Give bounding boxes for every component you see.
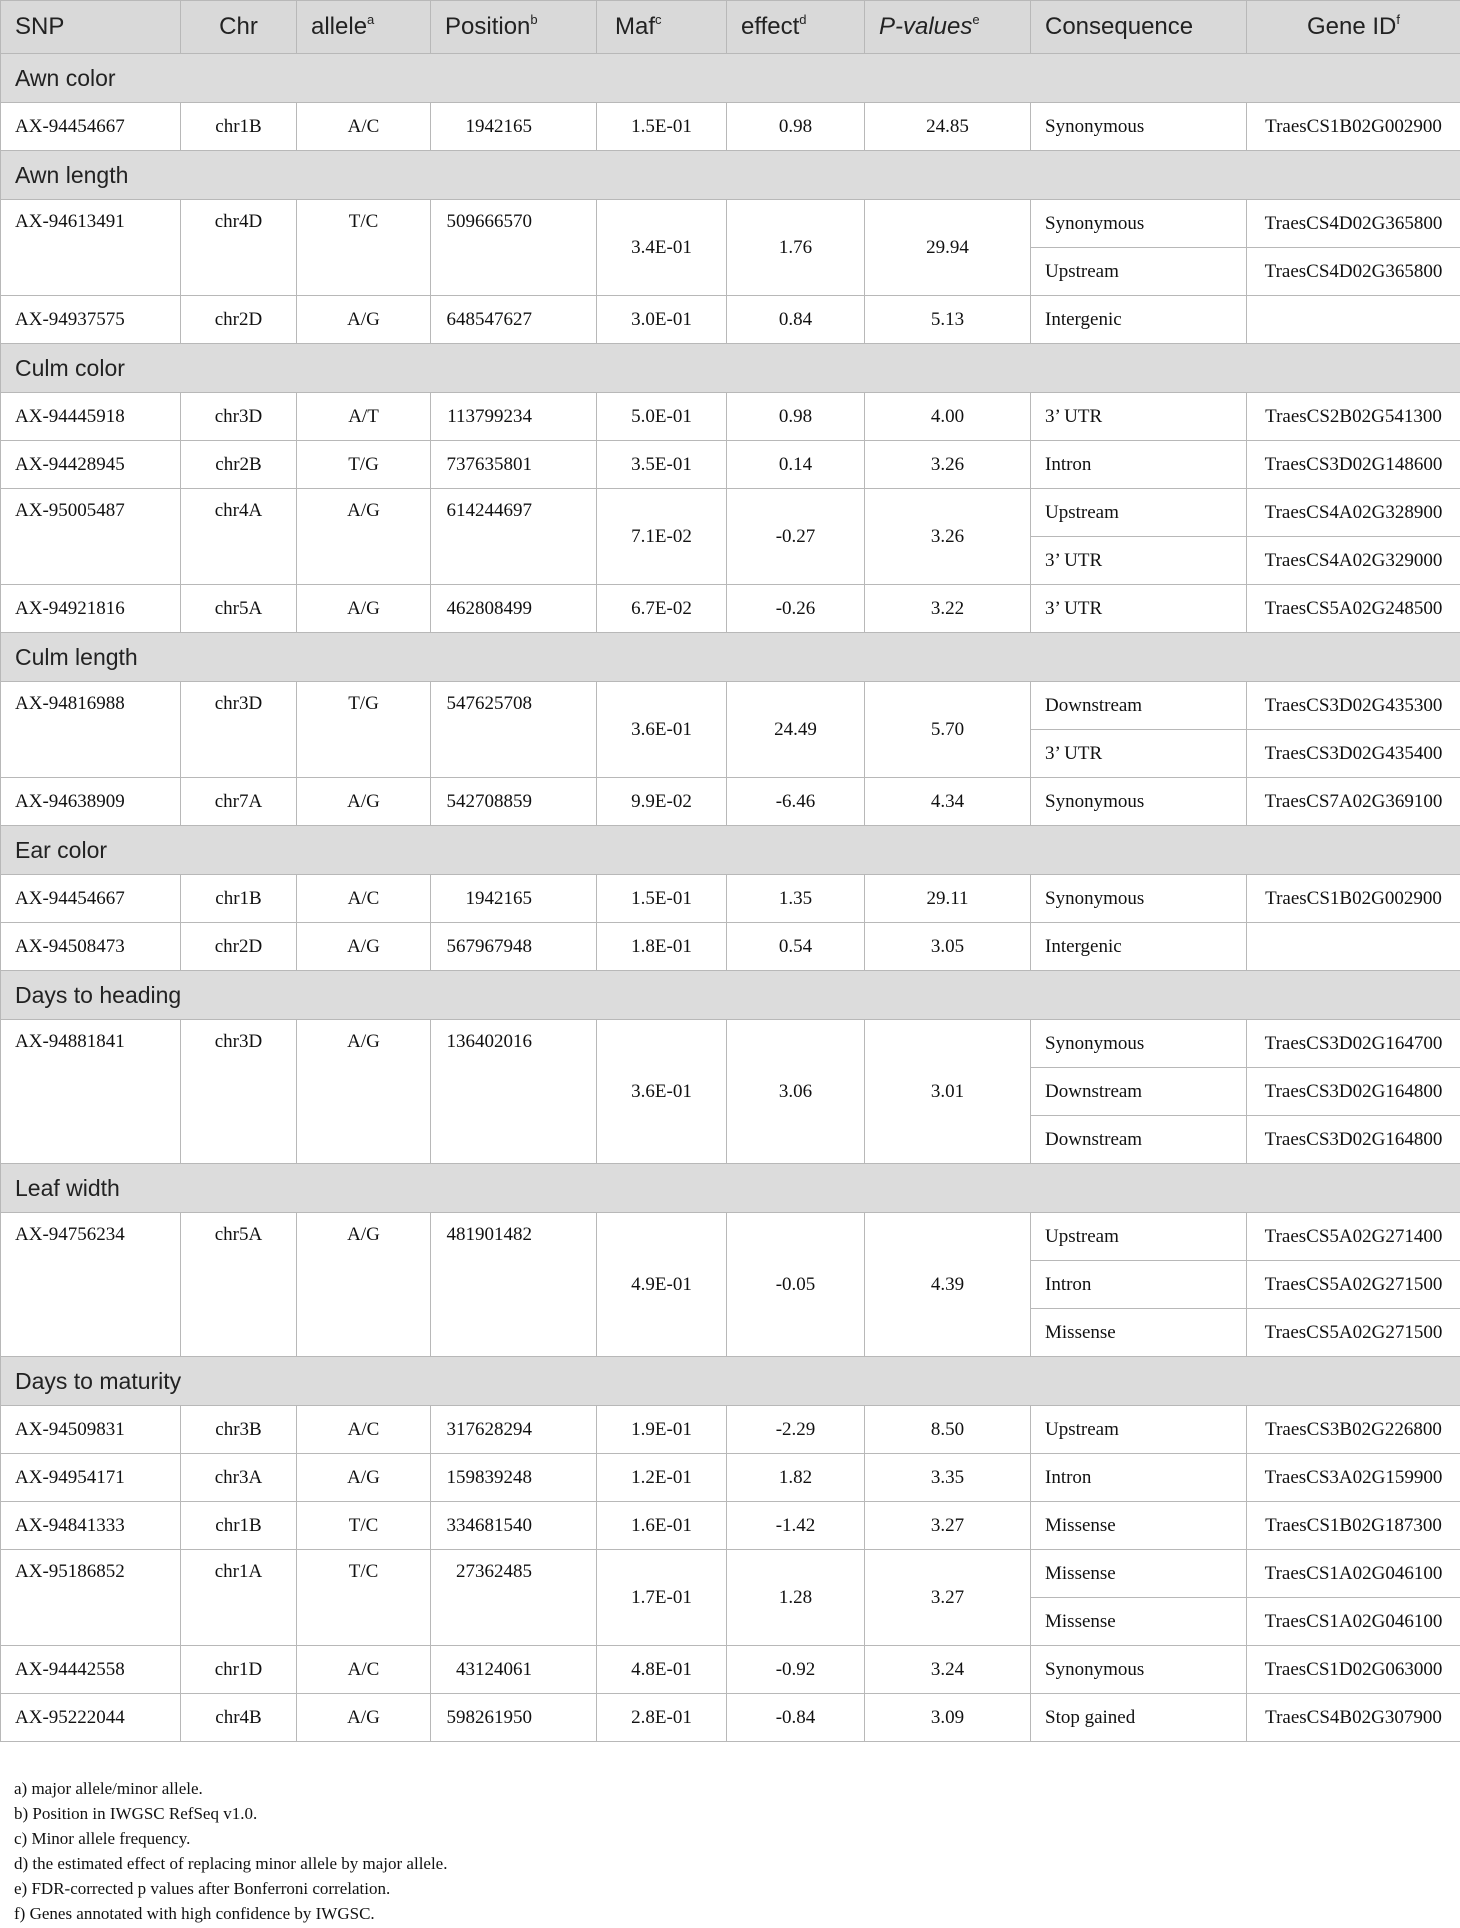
footnote: b) Position in IWGSC RefSeq v1.0. (14, 1804, 258, 1823)
cell-effect: 0.14 (727, 441, 865, 489)
cell-consequence: Intergenic (1031, 296, 1247, 344)
cell-pvalue: 3.01 (865, 1020, 1031, 1164)
cell-allele: A/G (297, 296, 431, 344)
cell-snp: AX-94841333 (1, 1502, 181, 1550)
cell-maf: 1.6E-01 (597, 1502, 727, 1550)
cell-chr: chr2D (181, 296, 297, 344)
cell-consequence: Downstream (1031, 682, 1247, 730)
cell-consequence: Intron (1031, 1454, 1247, 1502)
table-row (1, 103, 1460, 151)
cell-gene-id: TraesCS5A02G271500 (1247, 1261, 1460, 1309)
cell-allele: T/C (297, 200, 431, 296)
cell-gene-id: TraesCS4A02G328900 (1247, 489, 1460, 537)
cell-maf: 3.6E-01 (597, 1020, 727, 1164)
cell-gene-id: TraesCS3D02G148600 (1247, 441, 1460, 489)
cell-allele: T/C (297, 1502, 431, 1550)
table-row (1, 1406, 1460, 1454)
cell-position: 27362485 (431, 1550, 597, 1646)
cell-chr: chr4D (181, 200, 297, 296)
cell-effect: -0.26 (727, 585, 865, 633)
cell-gene-id: TraesCS4D02G365800 (1247, 200, 1460, 248)
table-footnotes (14, 1776, 447, 1926)
cell-snp: AX-94454667 (1, 103, 181, 151)
cell-consequence: Synonymous (1031, 103, 1247, 151)
cell-consequence: Synonymous (1031, 1020, 1247, 1068)
cell-allele: A/G (297, 1020, 431, 1164)
cell-gene-id: TraesCS7A02G369100 (1247, 778, 1460, 826)
table-row (1, 296, 1460, 344)
table-row (1, 1694, 1460, 1742)
cell-maf: 3.5E-01 (597, 441, 727, 489)
cell-pvalue: 3.35 (865, 1454, 1031, 1502)
cell-pvalue: 4.34 (865, 778, 1031, 826)
header-pvalues: P-values$^e$ (865, 1, 1031, 54)
cell-consequence: Upstream (1031, 1406, 1247, 1454)
cell-effect: -0.84 (727, 1694, 865, 1742)
table-row (1, 923, 1460, 971)
cell-position: 1942165 (431, 103, 597, 151)
cell-position: 567967948 (431, 923, 597, 971)
cell-maf: 1.5E-01 (597, 103, 727, 151)
cell-effect: -0.05 (727, 1213, 865, 1357)
cell-maf: 1.7E-01 (597, 1550, 727, 1646)
cell-position: 317628294 (431, 1406, 597, 1454)
cell-snp: AX-94638909 (1, 778, 181, 826)
cell-snp: AX-94881841 (1, 1020, 181, 1164)
table-row (1, 200, 1460, 248)
header-gene-id: Gene $ID^f$ (1247, 1, 1460, 54)
cell-consequence: Upstream (1031, 248, 1247, 296)
group-title: Days to maturity (1, 1357, 1460, 1406)
cell-effect: -0.92 (727, 1646, 865, 1694)
cell-maf: 7.1E-02 (597, 489, 727, 585)
cell-gene-id: TraesCS3D02G164700 (1247, 1020, 1460, 1068)
group-row-awn-color (1, 54, 1460, 103)
cell-pvalue: 3.26 (865, 441, 1031, 489)
cell-effect: -2.29 (727, 1406, 865, 1454)
cell-position: 462808499 (431, 585, 597, 633)
table-header-row (1, 1, 1460, 54)
cell-consequence: Missense (1031, 1550, 1247, 1598)
cell-consequence: Synonymous (1031, 1646, 1247, 1694)
cell-consequence: Upstream (1031, 1213, 1247, 1261)
cell-gene-id: TraesCS5A02G271500 (1247, 1309, 1460, 1357)
cell-position: 542708859 (431, 778, 597, 826)
cell-consequence: Missense (1031, 1502, 1247, 1550)
cell-pvalue: 29.11 (865, 875, 1031, 923)
footnote: f) Genes annotated with high confidence by IWGSC. (14, 1904, 375, 1923)
cell-gene-id: TraesCS1B02G187300 (1247, 1502, 1460, 1550)
header-maf: Maf$^c$ (597, 1, 727, 54)
cell-maf: 3.0E-01 (597, 296, 727, 344)
cell-consequence: 3’ UTR (1031, 393, 1247, 441)
group-title: Awn color (1, 54, 1460, 103)
cell-consequence: Synonymous (1031, 875, 1247, 923)
cell-maf: 2.8E-01 (597, 1694, 727, 1742)
cell-pvalue: 3.09 (865, 1694, 1031, 1742)
cell-chr: chr7A (181, 778, 297, 826)
cell-consequence: Missense (1031, 1598, 1247, 1646)
cell-snp: AX-94613491 (1, 200, 181, 296)
cell-position: 648547627 (431, 296, 597, 344)
group-row-ear-color (1, 826, 1460, 875)
cell-pvalue: 3.27 (865, 1502, 1031, 1550)
cell-allele: A/G (297, 585, 431, 633)
cell-chr: chr5A (181, 1213, 297, 1357)
cell-position: 136402016 (431, 1020, 597, 1164)
cell-allele: T/G (297, 441, 431, 489)
table-row (1, 489, 1460, 537)
group-title: Days to heading (1, 971, 1460, 1020)
footnote: e) FDR-corrected p values after Bonferroni correlation. (14, 1879, 391, 1898)
cell-effect: 24.49 (727, 682, 865, 778)
cell-gene-id (1247, 923, 1460, 971)
cell-consequence: 3’ UTR (1031, 730, 1247, 778)
cell-position: 43124061 (431, 1646, 597, 1694)
cell-gene-id: TraesCS5A02G271400 (1247, 1213, 1460, 1261)
group-row-culm-color (1, 344, 1460, 393)
cell-snp: AX-94756234 (1, 1213, 181, 1357)
cell-allele: T/G (297, 682, 431, 778)
footnote: d) the estimated effect of replacing minor allele by major allele. (14, 1854, 448, 1873)
cell-maf: 3.4E-01 (597, 200, 727, 296)
cell-effect: 1.76 (727, 200, 865, 296)
cell-gene-id: TraesCS3A02G159900 (1247, 1454, 1460, 1502)
cell-effect: 0.54 (727, 923, 865, 971)
table-row (1, 1646, 1460, 1694)
cell-effect: 0.98 (727, 103, 865, 151)
cell-chr: chr2D (181, 923, 297, 971)
cell-maf: 5.0E-01 (597, 393, 727, 441)
cell-chr: chr3B (181, 1406, 297, 1454)
cell-maf: 6.7E-02 (597, 585, 727, 633)
cell-gene-id: TraesCS5A02G248500 (1247, 585, 1460, 633)
cell-allele: A/G (297, 778, 431, 826)
cell-chr: chr2B (181, 441, 297, 489)
cell-pvalue: 4.00 (865, 393, 1031, 441)
cell-snp: AX-94508473 (1, 923, 181, 971)
header-chr: Chr (181, 1, 297, 54)
group-row-leaf-width (1, 1164, 1460, 1213)
table-row (1, 875, 1460, 923)
cell-chr: chr3A (181, 1454, 297, 1502)
table-row (1, 393, 1460, 441)
cell-position: 547625708 (431, 682, 597, 778)
cell-consequence: Stop gained (1031, 1694, 1247, 1742)
cell-effect: 0.84 (727, 296, 865, 344)
cell-gene-id: TraesCS3D02G164800 (1247, 1116, 1460, 1164)
cell-maf: 4.8E-01 (597, 1646, 727, 1694)
cell-snp: AX-94954171 (1, 1454, 181, 1502)
cell-pvalue: 3.05 (865, 923, 1031, 971)
cell-pvalue: 5.70 (865, 682, 1031, 778)
cell-gene-id: TraesCS1B02G002900 (1247, 103, 1460, 151)
cell-allele: A/G (297, 1213, 431, 1357)
cell-gene-id: TraesCS3D02G435400 (1247, 730, 1460, 778)
cell-position: 737635801 (431, 441, 597, 489)
cell-gene-id: TraesCS1A02G046100 (1247, 1550, 1460, 1598)
cell-maf: 1.2E-01 (597, 1454, 727, 1502)
group-row-days-to-maturity (1, 1357, 1460, 1406)
cell-maf: 1.5E-01 (597, 875, 727, 923)
cell-pvalue: 3.26 (865, 489, 1031, 585)
cell-consequence: Synonymous (1031, 778, 1247, 826)
footnote: a) major allele/minor allele. (14, 1779, 203, 1798)
cell-pvalue: 3.24 (865, 1646, 1031, 1694)
cell-gene-id: TraesCS3B02G226800 (1247, 1406, 1460, 1454)
header-consequence: Consequence (1031, 1, 1247, 54)
table-row (1, 1550, 1460, 1598)
cell-effect: 1.35 (727, 875, 865, 923)
cell-chr: chr4A (181, 489, 297, 585)
cell-chr: chr3D (181, 1020, 297, 1164)
cell-consequence: Intergenic (1031, 923, 1247, 971)
cell-pvalue: 4.39 (865, 1213, 1031, 1357)
cell-gene-id: TraesCS1B02G002900 (1247, 875, 1460, 923)
cell-snp: AX-94445918 (1, 393, 181, 441)
cell-maf: 1.8E-01 (597, 923, 727, 971)
cell-chr: chr3D (181, 393, 297, 441)
group-title: Leaf width (1, 1164, 1460, 1213)
table-row (1, 682, 1460, 730)
cell-pvalue: 8.50 (865, 1406, 1031, 1454)
cell-position: 1942165 (431, 875, 597, 923)
table-row (1, 441, 1460, 489)
cell-position: 159839248 (431, 1454, 597, 1502)
group-title: Ear color (1, 826, 1460, 875)
cell-snp: AX-94428945 (1, 441, 181, 489)
cell-snp: AX-95005487 (1, 489, 181, 585)
cell-snp: AX-94937575 (1, 296, 181, 344)
cell-chr: chr1A (181, 1550, 297, 1646)
cell-allele: A/G (297, 923, 431, 971)
cell-chr: chr1D (181, 1646, 297, 1694)
cell-gene-id: TraesCS3D02G164800 (1247, 1068, 1460, 1116)
cell-gene-id: TraesCS4B02G307900 (1247, 1694, 1460, 1742)
group-title: Culm color (1, 344, 1460, 393)
cell-allele: A/G (297, 1454, 431, 1502)
header-position: Position$^b$ (431, 1, 597, 54)
cell-gene-id: TraesCS1A02G046100 (1247, 1598, 1460, 1646)
cell-allele: A/G (297, 1694, 431, 1742)
cell-effect: -6.46 (727, 778, 865, 826)
cell-snp: AX-94454667 (1, 875, 181, 923)
cell-consequence: Synonymous (1031, 200, 1247, 248)
group-row-days-to-heading (1, 971, 1460, 1020)
table-row (1, 1502, 1460, 1550)
cell-effect: 0.98 (727, 393, 865, 441)
cell-effect: -1.42 (727, 1502, 865, 1550)
cell-chr: chr1B (181, 875, 297, 923)
cell-position: 614244697 (431, 489, 597, 585)
cell-gene-id: TraesCS3D02G435300 (1247, 682, 1460, 730)
cell-position: 598261950 (431, 1694, 597, 1742)
cell-pvalue: 24.85 (865, 103, 1031, 151)
cell-effect: 3.06 (727, 1020, 865, 1164)
header-snp: SNP (1, 1, 181, 54)
cell-consequence: Downstream (1031, 1068, 1247, 1116)
cell-allele: T/C (297, 1550, 431, 1646)
group-title: Culm length (1, 633, 1460, 682)
cell-snp: AX-94509831 (1, 1406, 181, 1454)
table-row (1, 585, 1460, 633)
cell-snp: AX-95222044 (1, 1694, 181, 1742)
cell-allele: A/T (297, 393, 431, 441)
cell-chr: chr1B (181, 1502, 297, 1550)
cell-consequence: Intron (1031, 1261, 1247, 1309)
cell-allele: A/C (297, 875, 431, 923)
cell-allele: A/C (297, 1406, 431, 1454)
cell-position: 334681540 (431, 1502, 597, 1550)
cell-allele: A/C (297, 1646, 431, 1694)
header-allele: allele$^a$ (297, 1, 431, 54)
cell-consequence: Intron (1031, 441, 1247, 489)
cell-gene-id: TraesCS4D02G365800 (1247, 248, 1460, 296)
cell-pvalue: 3.22 (865, 585, 1031, 633)
cell-pvalue: 3.27 (865, 1550, 1031, 1646)
cell-chr: chr3D (181, 682, 297, 778)
table-row (1, 778, 1460, 826)
group-row-awn-length (1, 151, 1460, 200)
table-row (1, 1213, 1460, 1261)
cell-position: 509666570 (431, 200, 597, 296)
cell-maf: 1.9E-01 (597, 1406, 727, 1454)
cell-position: 113799234 (431, 393, 597, 441)
cell-chr: chr1B (181, 103, 297, 151)
group-row-culm-length (1, 633, 1460, 682)
cell-pvalue: 29.94 (865, 200, 1031, 296)
cell-gene-id: TraesCS2B02G541300 (1247, 393, 1460, 441)
cell-gene-id: TraesCS4A02G329000 (1247, 537, 1460, 585)
cell-allele: A/G (297, 489, 431, 585)
footnote: c) Minor allele frequency. (14, 1829, 191, 1848)
cell-effect: 1.28 (727, 1550, 865, 1646)
cell-effect: 1.82 (727, 1454, 865, 1502)
cell-consequence: Upstream (1031, 489, 1247, 537)
table-row (1, 1020, 1460, 1068)
cell-allele: A/C (297, 103, 431, 151)
cell-effect: -0.27 (727, 489, 865, 585)
cell-maf: 4.9E-01 (597, 1213, 727, 1357)
cell-maf: 3.6E-01 (597, 682, 727, 778)
cell-gene-id (1247, 296, 1460, 344)
header-effect: effect$^d$ (727, 1, 865, 54)
cell-snp: AX-95186852 (1, 1550, 181, 1646)
cell-snp: AX-94816988 (1, 682, 181, 778)
cell-maf: 9.9E-02 (597, 778, 727, 826)
group-title: Awn length (1, 151, 1460, 200)
cell-chr: chr5A (181, 585, 297, 633)
cell-position: 481901482 (431, 1213, 597, 1357)
cell-consequence: 3’ UTR (1031, 537, 1247, 585)
table-row (1, 1454, 1460, 1502)
cell-consequence: Downstream (1031, 1116, 1247, 1164)
cell-consequence: 3’ UTR (1031, 585, 1247, 633)
cell-snp: AX-94442558 (1, 1646, 181, 1694)
cell-gene-id: TraesCS1D02G063000 (1247, 1646, 1460, 1694)
cell-consequence: Missense (1031, 1309, 1247, 1357)
cell-snp: AX-94921816 (1, 585, 181, 633)
cell-pvalue: 5.13 (865, 296, 1031, 344)
cell-chr: chr4B (181, 1694, 297, 1742)
